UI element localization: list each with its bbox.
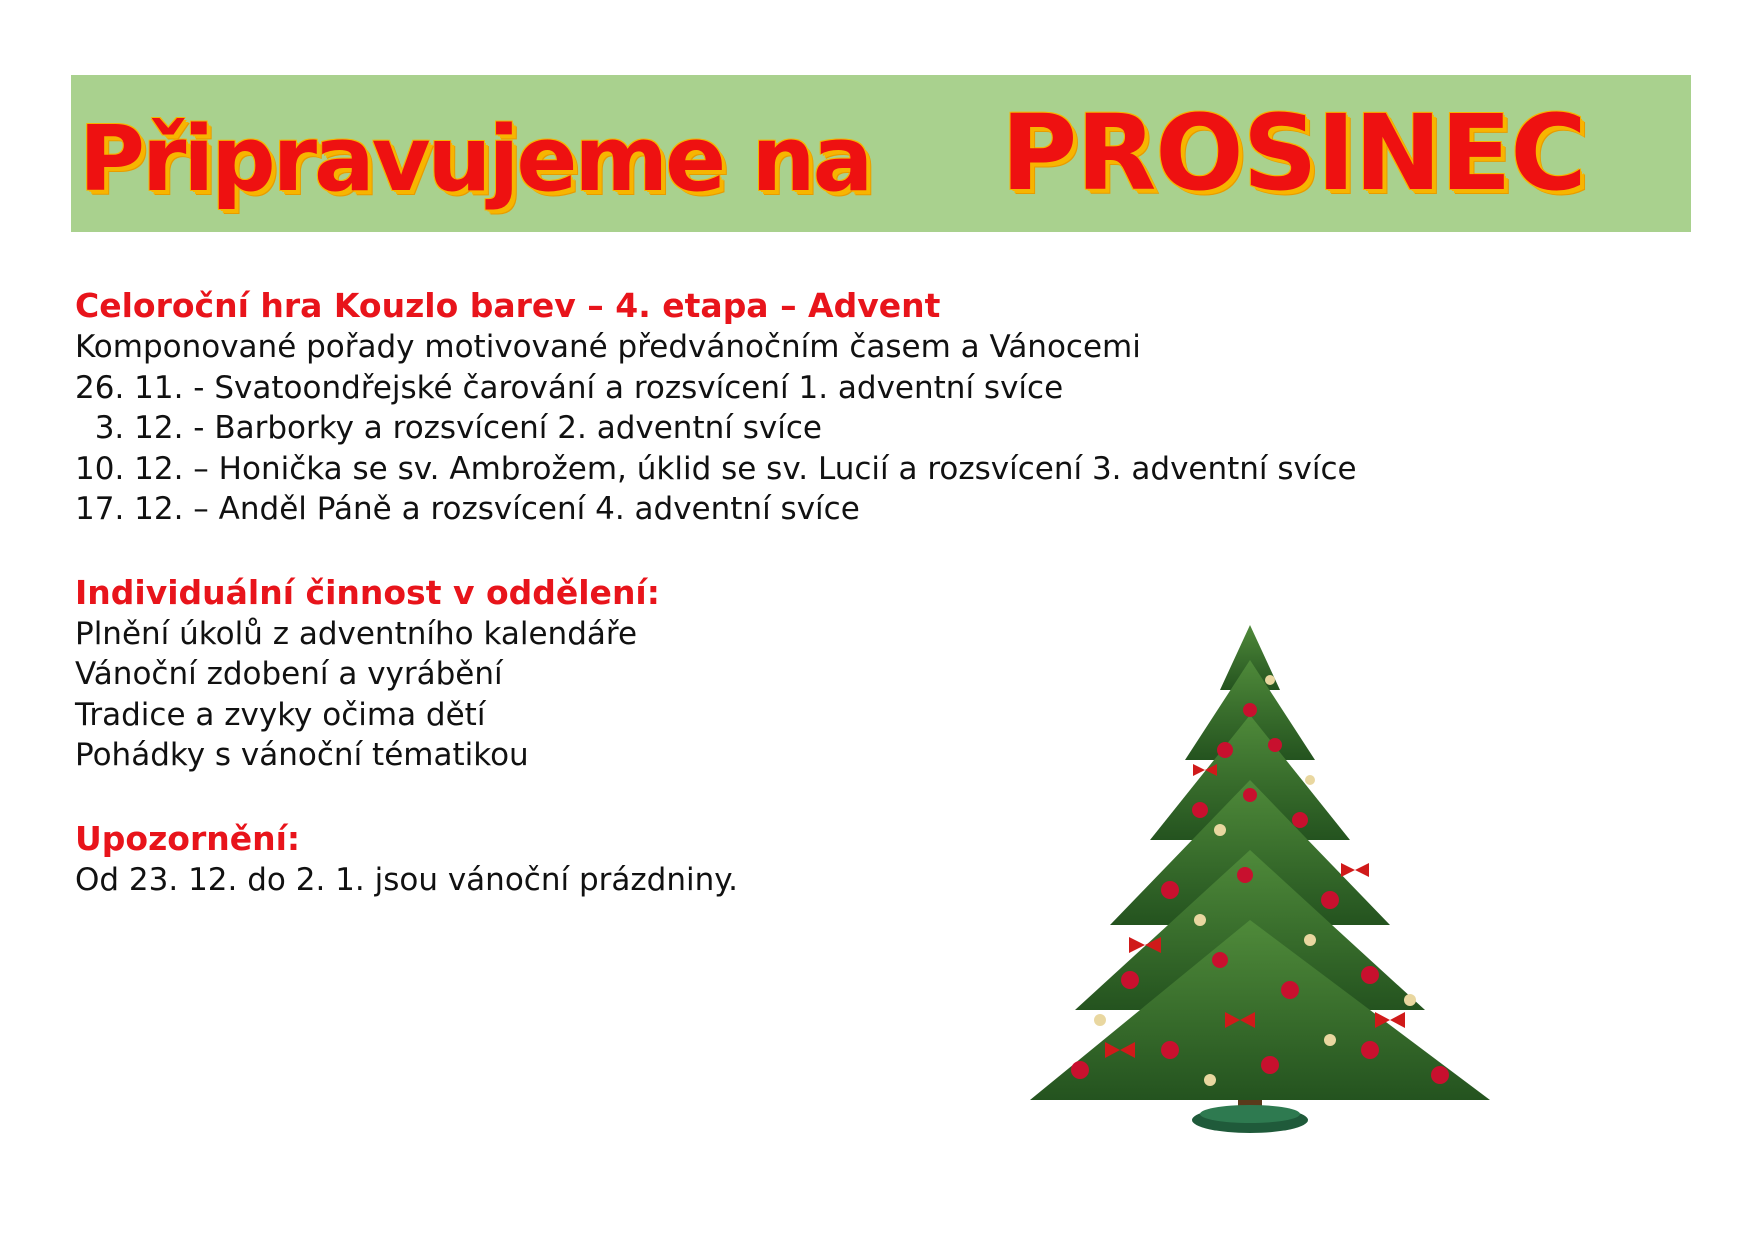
banner-title-left: Připravujeme na: [79, 107, 871, 212]
text-line: Plnění úkolů z adventního kalendáře: [75, 615, 638, 652]
text-line: 10. 12. – Honička se sv. Ambrožem, úklid se sv. Lucií a rozsvícení 3. adventní svíce: [75, 450, 1357, 487]
text-line: Tradice a zvyky očima dětí: [75, 696, 486, 733]
text-line: 17. 12. – Anděl Páně a rozsvícení 4. adventní svíce: [75, 491, 860, 527]
christmas-tree-icon: [970, 620, 1550, 1140]
text-line: 26. 11. - Svatoondřejské čarování a rozsvícení 1. adventní svíce: [75, 369, 1064, 406]
text-line: Komponované pořady motivované předvánočním časem a Vánocemi: [75, 329, 1141, 365]
text-line: Vánoční zdobení a vyrábění: [75, 656, 503, 692]
title-banner: [71, 75, 1691, 232]
section-heading-game: Celoroční hra Kouzlo barev – 4. etapa – Advent: [75, 286, 941, 325]
section-heading-notice: Upozornění:: [75, 818, 301, 858]
banner-title-month: PROSINEC: [1001, 92, 1586, 214]
section-heading-individual: Individuální činnost v oddělení:: [75, 572, 660, 612]
text-line: Od 23. 12. do 2. 1. jsou vánoční prázdniny.: [75, 861, 739, 898]
text-line: 3. 12. - Barborky a rozsvícení 2. adventní svíce: [75, 410, 822, 446]
text-line: Pohádky s vánoční tématikou: [75, 737, 529, 773]
